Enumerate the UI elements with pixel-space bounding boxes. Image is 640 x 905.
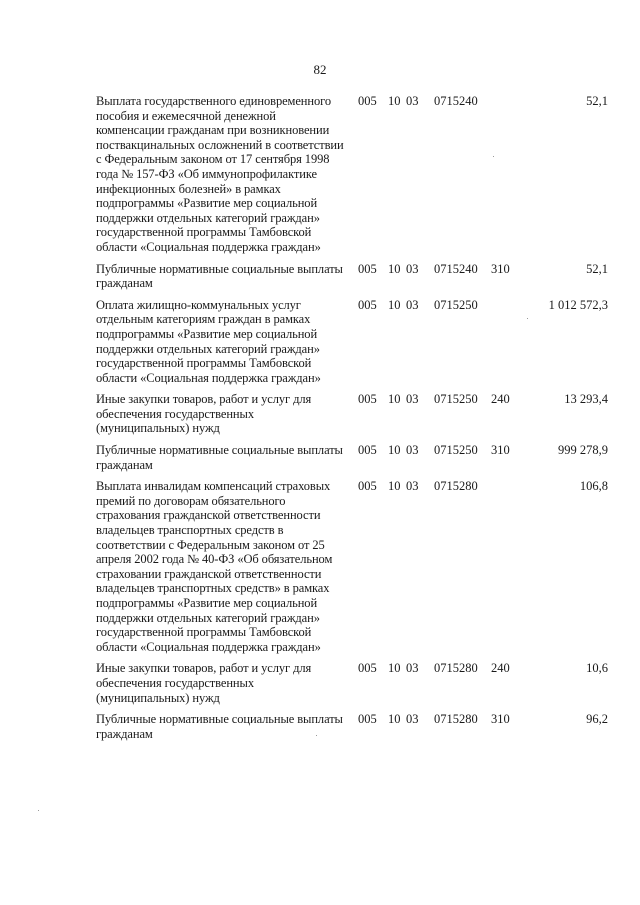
row-description: Публичные нормативные социальные выплаты гражданам [96,443,343,472]
section-code: 10 [388,712,401,727]
amount: 106,8 [579,479,608,494]
target-article-code: 0715250 [434,297,478,312]
table-row [96,479,608,654]
target-article-code: 0715280 [434,661,478,676]
table-row [96,392,608,436]
expense-type-code: 310 [491,443,510,458]
subsection-code: 03 [406,261,419,276]
subsection-code: 03 [406,479,419,494]
amount: 96,2 [586,712,608,727]
amount: 10,6 [586,661,608,676]
subsection-code: 03 [406,94,419,108]
section-code: 10 [388,94,401,108]
subsection-code: 03 [406,443,419,458]
scan-speck [38,810,39,811]
section-code: 10 [388,443,401,458]
scan-speck [316,735,317,736]
subsection-code: 03 [406,297,419,312]
scan-speck [527,318,528,319]
row-description: Оплата жилищно-коммунальных услуг отдельным категориям граждан в рамках подпрограммы «Развитие мер социальной поддержки отдельных категорий граждан» государственной программы Тамбовской области «Социальная поддержка граждан» [96,297,321,385]
table-row [96,262,608,291]
target-article-code: 0715280 [434,479,478,494]
expense-type-code: 240 [491,661,510,676]
budget-table [96,94,608,748]
expense-type-code: 240 [491,392,510,407]
ministry-code: 005 [358,392,377,407]
scan-speck [493,156,494,157]
target-article-code: 0715250 [434,392,478,407]
table-row [96,661,608,705]
section-code: 10 [388,261,401,276]
amount: 13 293,4 [564,392,608,407]
target-article-code: 0715250 [434,443,478,458]
row-description: Публичные нормативные социальные выплаты гражданам [96,712,343,741]
ministry-code: 005 [358,297,377,312]
table-row [96,712,608,741]
amount: 52,1 [586,94,608,108]
table-row [96,298,608,386]
expense-type-code: 310 [491,261,510,276]
target-article-code: 0715240 [434,261,478,276]
ministry-code: 005 [358,712,377,727]
subsection-code: 03 [406,712,419,727]
ministry-code: 005 [358,94,377,108]
subsection-code: 03 [406,661,419,676]
ministry-code: 005 [358,479,377,494]
ministry-code: 005 [358,443,377,458]
amount: 1 012 572,3 [548,297,608,312]
target-article-code: 0715240 [434,94,478,108]
ministry-code: 005 [358,661,377,676]
section-code: 10 [388,661,401,676]
table-row [96,94,608,255]
amount: 52,1 [586,261,608,276]
row-description: Выплата инвалидам компенсаций страховых премий по договорам обязательного страхования гражданской ответственности владельцев транспортных средств в соответствии с Федеральным законом от 25 апреля 2002 года № 40-ФЗ «Об обязательном страховании гражданской ответственности владельцев транспортных средств» в рамках подпрограммы «Развитие мер социальной поддержки отдельных категорий граждан» государственной программы Тамбовской области «Социальная поддержка граждан» [96,479,333,654]
section-code: 10 [388,479,401,494]
amount: 999 278,9 [558,443,608,458]
subsection-code: 03 [406,392,419,407]
page-number: 82 [313,62,327,77]
target-article-code: 0715280 [434,712,478,727]
ministry-code: 005 [358,261,377,276]
row-description: Выплата государственного единовременного пособия и ежемесячной денежной компенсации гражданам при возникновении поствакцинальных осложнений в соответствии с Федеральным законом от 17 сентября 1998 года № 157-ФЗ «Об иммунопрофилактике инфекционных болезней» в рамках подпрограммы «Развитие мер социальной поддержки отдельных категорий граждан» государственной программы Тамбовской области «Социальная поддержка граждан» [96,94,344,254]
table-row [96,443,608,472]
row-description: Иные закупки товаров, работ и услуг для обеспечения государственных (муниципальных) нужд [96,661,312,705]
section-code: 10 [388,297,401,312]
row-description: Публичные нормативные социальные выплаты гражданам [96,261,343,291]
expense-type-code: 310 [491,712,510,727]
row-description: Иные закупки товаров, работ и услуг для обеспечения государственных (муниципальных) нужд [96,392,312,436]
section-code: 10 [388,392,401,407]
